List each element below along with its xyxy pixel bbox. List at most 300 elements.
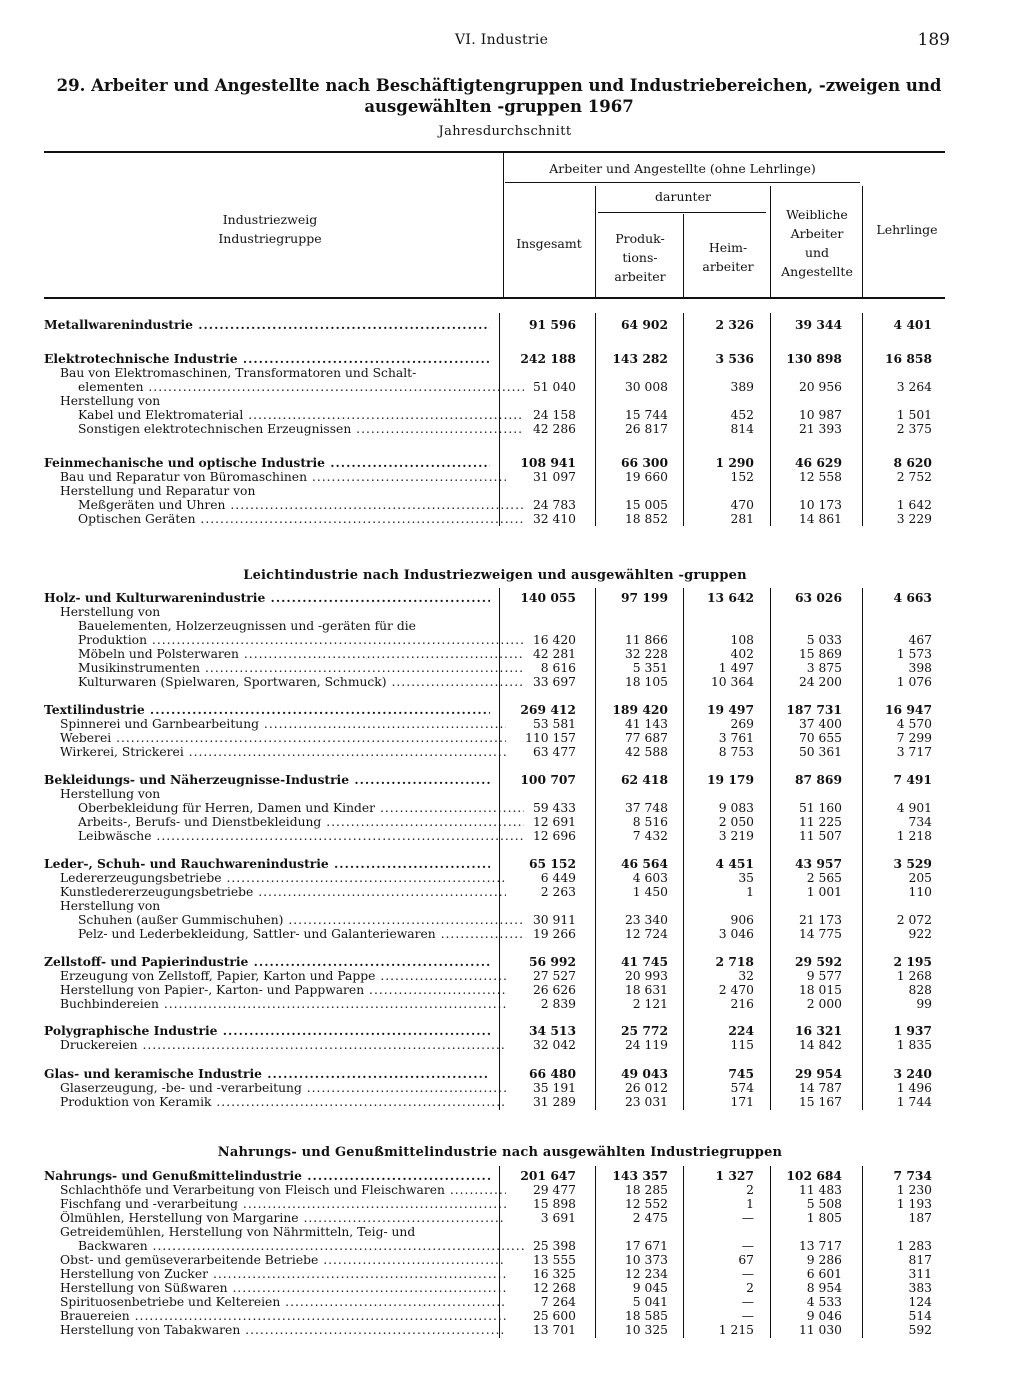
cell-value: 18 015: [798, 983, 842, 997]
cell-value: 67: [738, 1253, 754, 1267]
cell-value: 1 268: [896, 969, 932, 983]
cell-value: 828: [908, 983, 932, 997]
cell-value: 3 761: [718, 731, 754, 745]
cell-value: 34 513: [528, 1023, 576, 1038]
cell-value: 224: [728, 1023, 754, 1038]
table-row: [0, 773, 1024, 787]
table-row: [0, 633, 1024, 647]
cell-value: 1 642: [896, 498, 932, 512]
cell-value: 11 225: [798, 815, 842, 829]
cell-value: 6 449: [540, 871, 576, 885]
cell-value: 33 697: [532, 675, 576, 689]
cell-value: 19 660: [624, 470, 668, 484]
row-label: Druckereien .....: [60, 1038, 506, 1052]
cell-value: 143 282: [612, 351, 668, 366]
cell-value: 2 000: [806, 997, 842, 1011]
cell-value: 12 724: [624, 927, 668, 941]
cell-value: 100 707: [520, 772, 576, 787]
cell-value: 65 152: [528, 856, 576, 871]
table-row: [0, 1067, 1024, 1081]
table-row: [0, 352, 1024, 366]
col-header-heim-1: Heim-: [708, 240, 748, 255]
row-label: Optischen Geräten .....: [78, 512, 524, 526]
cell-value: 24 200: [798, 675, 842, 689]
cell-value: 25 398: [532, 1239, 576, 1253]
cell-value: 1 230: [896, 1183, 932, 1197]
table-row: [0, 394, 1024, 408]
row-label: Glas- und keramische Industrie .....: [44, 1067, 490, 1081]
cell-value: 814: [730, 422, 754, 436]
cell-value: 2: [746, 1183, 754, 1197]
cell-value: 32 410: [532, 512, 576, 526]
row-label: Bauelementen, Holzerzeugnissen und -geräten für die: [78, 619, 416, 633]
cell-value: 452: [730, 408, 754, 422]
cell-value: 2 375: [896, 422, 932, 436]
cell-value: 66 300: [620, 455, 668, 470]
cell-value: 20 993: [624, 969, 668, 983]
cell-value: 201 647: [520, 1168, 576, 1183]
cell-value: 3 875: [806, 661, 842, 675]
cell-value: 63 477: [532, 745, 576, 759]
row-label: Glaserzeugung, -be- und -verarbeitung .....: [60, 1081, 506, 1095]
cell-value: 6 601: [806, 1267, 842, 1281]
cell-value: 216: [730, 997, 754, 1011]
cell-value: 10 173: [798, 498, 842, 512]
cell-value: 7 264: [540, 1295, 576, 1309]
cell-value: 3 529: [893, 856, 932, 871]
row-label: Schuhen (außer Gummischuhen) .....: [78, 913, 524, 927]
cell-value: 9 577: [806, 969, 842, 983]
cell-value: 97 199: [620, 590, 668, 605]
cell-value: 25 600: [532, 1309, 576, 1323]
table-row: [0, 983, 1024, 997]
cell-value: 16 321: [794, 1023, 842, 1038]
cell-value: 3 691: [540, 1211, 576, 1225]
table-row: [0, 885, 1024, 899]
cell-value: 2: [746, 1281, 754, 1295]
cell-value: 110 157: [525, 731, 576, 745]
row-label: Polygraphische Industrie .....: [44, 1024, 490, 1038]
table-row: [0, 1225, 1024, 1239]
cell-value: 23 031: [624, 1095, 668, 1109]
cell-value: 30 008: [624, 380, 668, 394]
cell-value: 24 158: [532, 408, 576, 422]
row-label: Ölmühlen, Herstellung von Margarine .....: [60, 1211, 506, 1225]
cell-value: 1 450: [632, 885, 668, 899]
table-row: [0, 456, 1024, 470]
cell-value: 2 752: [896, 470, 932, 484]
cell-value: 1: [746, 885, 754, 899]
col-header-produktion-2: tions-: [622, 250, 658, 265]
table-row: [0, 498, 1024, 512]
col-header-produktion-1: Produk-: [615, 231, 665, 246]
row-label: Produktion von Keramik .....: [60, 1095, 506, 1109]
cell-value: 59 433: [532, 801, 576, 815]
row-label: elementen .....: [78, 380, 524, 394]
row-label: Zellstoff- und Papierindustrie .....: [44, 955, 490, 969]
table-row: [0, 815, 1024, 829]
table-row: [0, 1081, 1024, 1095]
cell-value: 29 477: [532, 1183, 576, 1197]
cell-value: 171: [730, 1095, 754, 1109]
cell-value: 9 083: [718, 801, 754, 815]
cell-value: 5 033: [806, 633, 842, 647]
cell-value: 311: [908, 1267, 932, 1281]
cell-value: —: [741, 1267, 754, 1281]
cell-value: 8 954: [806, 1281, 842, 1295]
cell-value: 187: [908, 1211, 932, 1225]
cell-value: 3 046: [718, 927, 754, 941]
cell-value: 8 616: [540, 661, 576, 675]
cell-value: 18 585: [624, 1309, 668, 1323]
cell-value: 32: [738, 969, 754, 983]
cell-value: 20 956: [798, 380, 842, 394]
cell-value: 187 731: [786, 702, 842, 717]
cell-value: 2 263: [540, 885, 576, 899]
table-row: [0, 1281, 1024, 1295]
cell-value: 16 858: [884, 351, 932, 366]
table-row: [0, 470, 1024, 484]
cell-value: 1 937: [893, 1023, 932, 1038]
cell-value: 49 043: [620, 1066, 668, 1081]
cell-value: 11 030: [798, 1323, 842, 1337]
row-label: Herstellung von Zucker .....: [60, 1267, 506, 1281]
cell-value: 140 055: [520, 590, 576, 605]
darunter-header: darunter: [655, 189, 711, 204]
cell-value: 4 663: [893, 590, 932, 605]
cell-value: 46 629: [794, 455, 842, 470]
cell-value: 4 603: [632, 871, 668, 885]
cell-value: 26 012: [624, 1081, 668, 1095]
page-number: 189: [917, 30, 950, 50]
cell-value: 108 941: [520, 455, 576, 470]
row-label: Herstellung von: [60, 605, 161, 619]
cell-value: 152: [730, 470, 754, 484]
cell-value: 108: [730, 633, 754, 647]
cell-value: 115: [730, 1038, 754, 1052]
row-label: Pelz- und Lederbekleidung, Sattler- und Galanteriewaren .....: [78, 927, 524, 941]
cell-value: 19 497: [706, 702, 754, 717]
row-label: Nahrungs- und Genußmittelindustrie .....: [44, 1169, 490, 1183]
cell-value: 18 852: [624, 512, 668, 526]
cell-value: 242 188: [520, 351, 576, 366]
cell-value: 7 299: [896, 731, 932, 745]
table-row: [0, 745, 1024, 759]
row-label: Bau von Elektromaschinen, Transformatoren und Schalt-: [60, 366, 417, 380]
cell-value: 15 167: [798, 1095, 842, 1109]
table-row: [0, 997, 1024, 1011]
cell-value: 269 412: [520, 702, 576, 717]
cell-value: 1 327: [715, 1168, 754, 1183]
table-row: [0, 1239, 1024, 1253]
table-row: [0, 1095, 1024, 1109]
cell-value: 51 040: [532, 380, 576, 394]
row-label: Herstellung von Papier-, Karton- und Pappwaren .....: [60, 983, 506, 997]
cell-value: 2 326: [715, 317, 754, 332]
table-row: [0, 605, 1024, 619]
cell-value: 269: [730, 717, 754, 731]
col-header-lehrlinge: Lehrlinge: [876, 222, 938, 237]
cell-value: 42 286: [532, 422, 576, 436]
cell-value: 31 097: [532, 470, 576, 484]
cell-value: 8 516: [632, 815, 668, 829]
cell-value: 25 772: [620, 1023, 668, 1038]
cell-value: 63 026: [794, 590, 842, 605]
col-header-heim-2: arbeiter: [702, 259, 754, 274]
cell-value: 9 046: [806, 1309, 842, 1323]
cell-value: 51 160: [798, 801, 842, 815]
cell-value: 9 045: [632, 1281, 668, 1295]
cell-value: 15 869: [798, 647, 842, 661]
cell-value: 2 072: [896, 913, 932, 927]
cell-value: 470: [730, 498, 754, 512]
row-label: Fischfang und -verarbeitung .....: [60, 1197, 506, 1211]
row-label: Produktion .....: [78, 633, 524, 647]
cell-value: 2 475: [632, 1211, 668, 1225]
cell-value: 18 631: [624, 983, 668, 997]
cell-value: 5 351: [632, 661, 668, 675]
row-label: Obst- und gemüseverarbeitende Betriebe .....: [60, 1253, 506, 1267]
col-header-produktion-3: arbeiter: [614, 269, 666, 284]
cell-value: 62 418: [620, 772, 668, 787]
table-row: [0, 927, 1024, 941]
cell-value: 53 581: [532, 717, 576, 731]
section-title: VI. Industrie: [455, 32, 549, 48]
cell-value: 1 218: [896, 829, 932, 843]
row-label: Bekleidungs- und Näherzeugnisse-Industrie .....: [44, 773, 490, 787]
col-header-weiblich-2: Arbeiter: [790, 226, 844, 241]
table-row: [0, 969, 1024, 983]
cell-value: 31 289: [532, 1095, 576, 1109]
cell-value: 3 229: [896, 512, 932, 526]
row-label: Textilindustrie .....: [44, 703, 490, 717]
cell-value: 16 947: [884, 702, 932, 717]
cell-value: 1 215: [718, 1323, 754, 1337]
cell-value: 11 866: [624, 633, 668, 647]
cell-value: 11 483: [798, 1183, 842, 1197]
row-label: Kulturwaren (Spielwaren, Sportwaren, Schmuck) .....: [78, 675, 524, 689]
cell-value: 24 119: [624, 1038, 668, 1052]
cell-value: 2 470: [718, 983, 754, 997]
section-title-leichtindustrie: Leichtindustrie nach Industriezweigen und ausgewählten -gruppen: [243, 568, 747, 583]
row-label: Holz- und Kulturwarenindustrie .....: [44, 591, 490, 605]
cell-value: 26 626: [532, 983, 576, 997]
cell-value: 24 783: [532, 498, 576, 512]
col-header-weiblich-1: Weibliche: [786, 207, 848, 222]
cell-value: 922: [908, 927, 932, 941]
table-row: [0, 703, 1024, 717]
table-row: [0, 408, 1024, 422]
cell-value: 12 268: [532, 1281, 576, 1295]
cell-value: 3 240: [893, 1066, 932, 1081]
cell-value: 1 835: [896, 1038, 932, 1052]
col-header-weiblich-3: und: [804, 245, 830, 260]
cell-value: 14 842: [798, 1038, 842, 1052]
cell-value: 402: [730, 647, 754, 661]
cell-value: —: [741, 1211, 754, 1225]
cell-value: 35: [738, 871, 754, 885]
cell-value: 12 558: [798, 470, 842, 484]
cell-value: 1 744: [896, 1095, 932, 1109]
cell-value: 389: [730, 380, 754, 394]
row-label: Kabel und Elektromaterial .....: [78, 408, 524, 422]
cell-value: 18 285: [624, 1183, 668, 1197]
cell-value: 5 041: [632, 1295, 668, 1309]
table-row: [0, 829, 1024, 843]
table-row: [0, 1183, 1024, 1197]
table-row: [0, 871, 1024, 885]
cell-value: 26 817: [624, 422, 668, 436]
stub-header-line-2: Industriegruppe: [218, 231, 322, 246]
cell-value: 4 901: [896, 801, 932, 815]
cell-value: 398: [908, 661, 932, 675]
cell-value: 32 042: [532, 1038, 576, 1052]
cell-value: 4 451: [715, 856, 754, 871]
row-label: Buchbindereien .....: [60, 997, 506, 1011]
cell-value: 189 420: [612, 702, 668, 717]
table-row: [0, 366, 1024, 380]
table-row: [0, 1169, 1024, 1183]
row-label: Musikinstrumenten .....: [78, 661, 524, 675]
table-row: [0, 1295, 1024, 1309]
table-row: [0, 1309, 1024, 1323]
cell-value: 56 992: [528, 954, 576, 969]
group-header: Arbeiter und Angestellte (ohne Lehrlinge): [549, 161, 816, 176]
cell-value: 734: [908, 815, 932, 829]
cell-value: 46 564: [620, 856, 668, 871]
row-label: Elektrotechnische Industrie .....: [44, 352, 490, 366]
cell-value: 91 596: [528, 317, 576, 332]
cell-value: 906: [730, 913, 754, 927]
cell-value: 1 283: [896, 1239, 932, 1253]
cell-value: 281: [730, 512, 754, 526]
cell-value: 1 805: [806, 1211, 842, 1225]
cell-value: 1 290: [715, 455, 754, 470]
row-label: Möbeln und Polsterwaren .....: [78, 647, 524, 661]
cell-value: 12 234: [624, 1267, 668, 1281]
table-title: 29. Arbeiter und Angestellte nach Beschäftigtengruppen und Industriebereichen, -zweigen und ausgewählten -gruppen 1967: [56, 76, 942, 116]
row-label: Feinmechanische und optische Industrie .....: [44, 456, 490, 470]
row-label: Metallwarenindustrie .....: [44, 318, 490, 332]
cell-value: 27 527: [532, 969, 576, 983]
cell-value: 102 684: [786, 1168, 842, 1183]
row-label: Sonstigen elektrotechnischen Erzeugnissen .....: [78, 422, 524, 436]
cell-value: 66 480: [528, 1066, 576, 1081]
row-label: Brauereien .....: [60, 1309, 506, 1323]
cell-value: 110: [908, 885, 932, 899]
table-row: [0, 717, 1024, 731]
cell-value: 4 570: [896, 717, 932, 731]
table-row: [0, 591, 1024, 605]
cell-value: 23 340: [624, 913, 668, 927]
row-label: Herstellung von: [60, 899, 161, 913]
table-row: [0, 1197, 1024, 1211]
cell-value: 8 620: [893, 455, 932, 470]
cell-value: 42 281: [532, 647, 576, 661]
cell-value: 29 592: [794, 954, 842, 969]
table-row: [0, 380, 1024, 394]
table-row: [0, 801, 1024, 815]
table-row: [0, 647, 1024, 661]
cell-value: 39 344: [794, 317, 842, 332]
cell-value: 35 191: [532, 1081, 576, 1095]
table-row: [0, 955, 1024, 969]
cell-value: —: [741, 1295, 754, 1309]
cell-value: 467: [908, 633, 932, 647]
row-label: Getreidemühlen, Herstellung von Nährmitteln, Teig- und: [60, 1225, 416, 1239]
table-row: [0, 675, 1024, 689]
cell-value: 12 696: [532, 829, 576, 843]
cell-value: 574: [730, 1081, 754, 1095]
row-label: Kunstledererzeugungsbetriebe .....: [60, 885, 506, 899]
cell-value: 21 393: [798, 422, 842, 436]
cell-value: 37 400: [798, 717, 842, 731]
cell-value: 2 839: [540, 997, 576, 1011]
cell-value: 1 497: [718, 661, 754, 675]
cell-value: 12 552: [624, 1197, 668, 1211]
row-label: Weberei .....: [60, 731, 506, 745]
col-header-weiblich-4: Angestellte: [781, 264, 853, 279]
row-label: Herstellung von: [60, 394, 161, 408]
cell-value: 15 744: [624, 408, 668, 422]
cell-value: 514: [908, 1309, 932, 1323]
cell-value: 7 432: [632, 829, 668, 843]
cell-value: 1 001: [806, 885, 842, 899]
table-row: [0, 422, 1024, 436]
cell-value: 1 076: [896, 675, 932, 689]
cell-value: 64 902: [620, 317, 668, 332]
cell-value: 817: [908, 1253, 932, 1267]
cell-value: 745: [728, 1066, 754, 1081]
cell-value: 41 143: [624, 717, 668, 731]
cell-value: 13 701: [532, 1323, 576, 1337]
cell-value: 4 533: [806, 1295, 842, 1309]
table-row: [0, 1323, 1024, 1337]
cell-value: 5 508: [806, 1197, 842, 1211]
cell-value: 10 364: [710, 675, 754, 689]
cell-value: 7 734: [893, 1168, 932, 1183]
cell-value: 2 565: [806, 871, 842, 885]
cell-value: 70 655: [798, 731, 842, 745]
cell-value: 77 687: [624, 731, 668, 745]
cell-value: 87 869: [794, 772, 842, 787]
table-subtitle: Jahresdurchschnitt: [438, 124, 572, 139]
cell-value: 383: [908, 1281, 932, 1295]
cell-value: 50 361: [798, 745, 842, 759]
cell-value: 10 373: [624, 1253, 668, 1267]
cell-value: 3 536: [715, 351, 754, 366]
cell-value: 205: [908, 871, 932, 885]
cell-value: —: [741, 1309, 754, 1323]
cell-value: 2 121: [632, 997, 668, 1011]
cell-value: 592: [908, 1323, 932, 1337]
cell-value: 1 573: [896, 647, 932, 661]
row-label: Oberbekleidung für Herren, Damen und Kinder .....: [78, 801, 524, 815]
cell-value: 1: [746, 1197, 754, 1211]
row-label: Herstellung und Reparatur von: [60, 484, 256, 498]
cell-value: 1 496: [896, 1081, 932, 1095]
cell-value: 14 787: [798, 1081, 842, 1095]
cell-value: 19 179: [706, 772, 754, 787]
cell-value: 18 105: [624, 675, 668, 689]
cell-value: 10 987: [798, 408, 842, 422]
table-row: [0, 318, 1024, 332]
table-row: [0, 857, 1024, 871]
cell-value: 7 491: [893, 772, 932, 787]
table-row: [0, 1038, 1024, 1052]
row-label: Herstellung von: [60, 787, 161, 801]
row-label: Herstellung von Süßwaren .....: [60, 1281, 506, 1295]
